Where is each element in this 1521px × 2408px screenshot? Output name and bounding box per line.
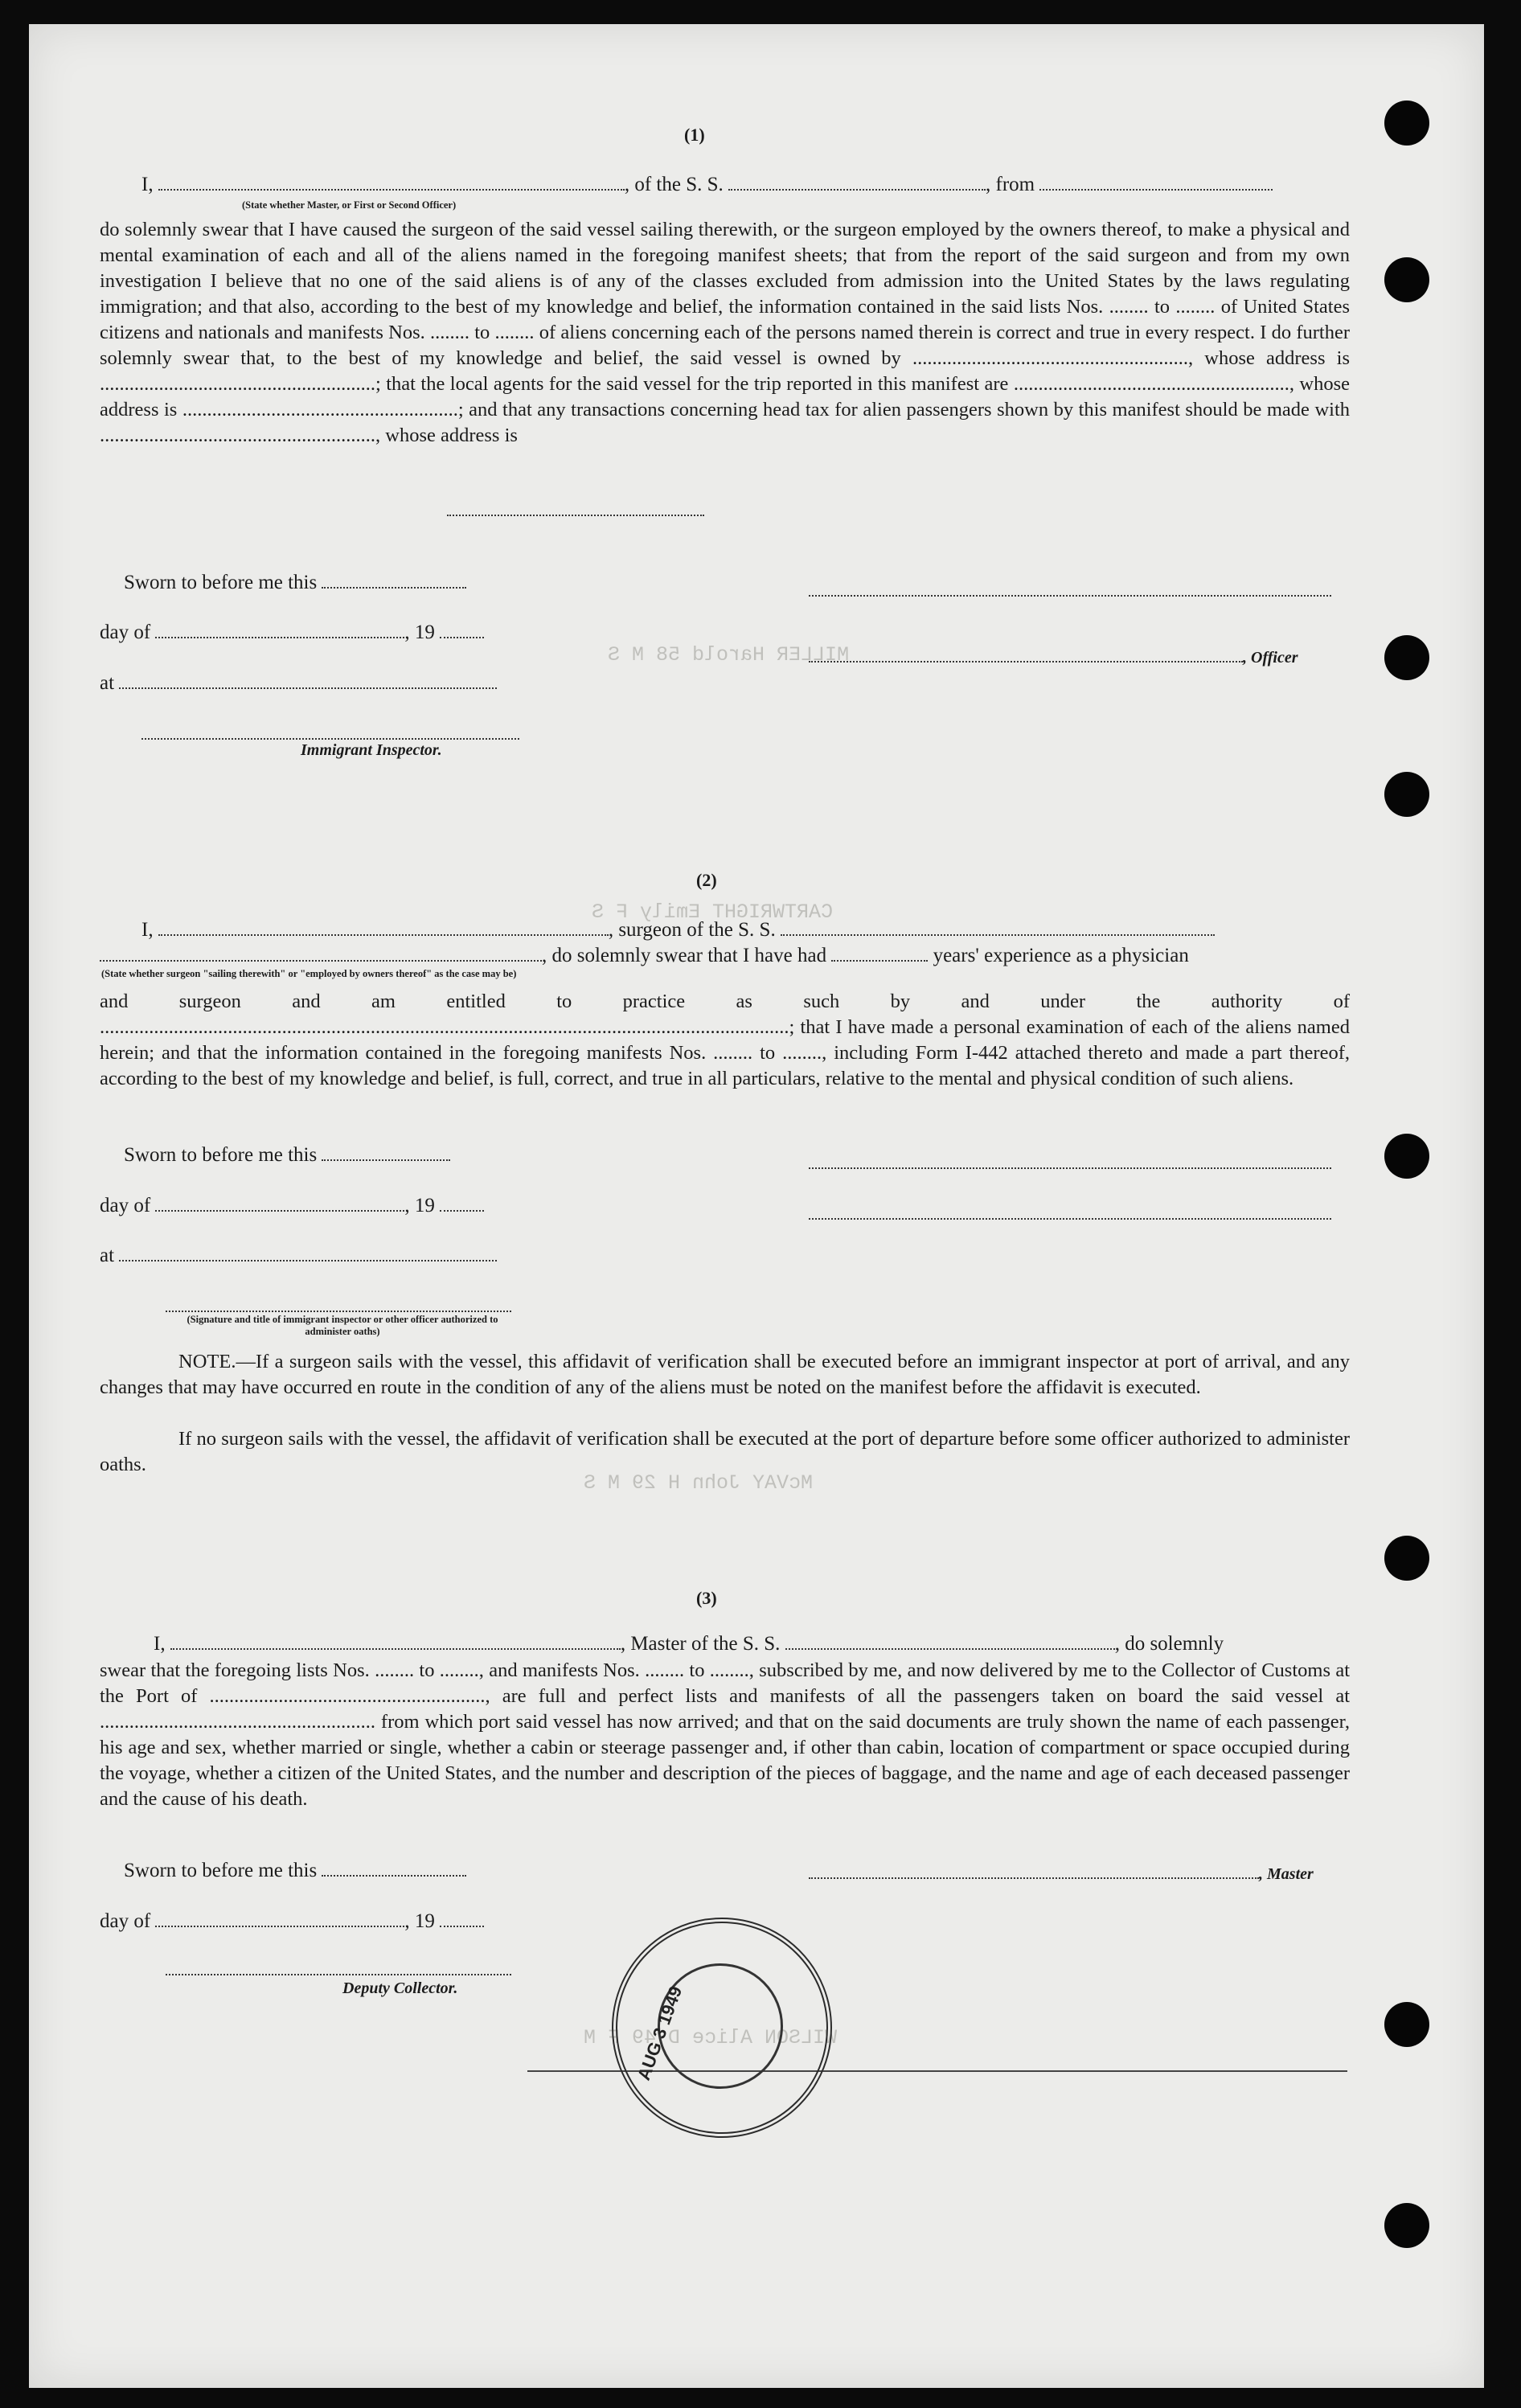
sworn-label: Sworn to before me this <box>124 1144 318 1166</box>
section-2-number: (2) <box>696 870 717 890</box>
officer-title-field[interactable] <box>809 645 1243 663</box>
day-line-1 <box>100 621 484 644</box>
inspector-label: Immigrant Inspector. <box>301 741 442 759</box>
binder-hole <box>1384 2203 1429 2248</box>
from-label: , from <box>986 174 1035 195</box>
stamp-inner-ring <box>658 1963 783 2089</box>
section-1-opening-line <box>141 173 1273 196</box>
at-line-1 <box>100 671 497 695</box>
sworn-line-2 <box>124 1143 450 1167</box>
officer-signature-line[interactable] <box>809 579 1331 597</box>
officer-label: , Officer <box>1243 649 1298 667</box>
surgeon-status-field[interactable] <box>100 944 542 962</box>
years-label: years' experience as a physician <box>933 945 1189 966</box>
do-solemnly-label: , do solemnly <box>1114 1633 1224 1655</box>
surgeon-name-field[interactable] <box>158 918 609 936</box>
binder-hole <box>1384 2002 1429 2047</box>
day-of-label: day of <box>100 621 151 643</box>
note-paragraph-2: If no surgeon sails with the vessel, the affidavit of verification shall be executed at the port of departure before some officer authorized to administer oaths. <box>100 1428 1350 1475</box>
binder-hole <box>1384 635 1429 680</box>
binder-hole <box>1384 101 1429 146</box>
bleed-through: CARTWRIGHT Emily F S <box>592 900 834 924</box>
at-label: at <box>100 672 115 694</box>
swear-label: , do solemnly swear that I have had <box>542 945 827 966</box>
opening-i: I, <box>154 1633 166 1655</box>
day-of-label: day of <box>100 1910 151 1932</box>
vessel-name-field[interactable] <box>785 1632 1115 1650</box>
bleed-through: MILLER Harold 58 M S <box>608 643 850 667</box>
section-3-number: (3) <box>696 1588 717 1608</box>
master-signature-field[interactable] <box>809 1861 1259 1879</box>
officer-line <box>809 645 1298 668</box>
binder-hole <box>1384 1134 1429 1179</box>
year-field[interactable] <box>440 621 484 638</box>
years-field[interactable] <box>831 944 928 962</box>
surgeon-of-label: , surgeon of the S. S. <box>608 919 776 941</box>
year-label: , 19 <box>404 621 435 643</box>
note-paragraph-1: NOTE.—If a surgeon sails with the vessel, this affidavit of verification shall be executed before an immigrant inspector at port of arrival, and any changes that may have occurred en route in the condition of any of the aliens must be noted on the manifest before the affidavit is executed. <box>100 1351 1350 1398</box>
sworn-date-field[interactable] <box>322 1859 466 1877</box>
binder-hole <box>1384 257 1429 302</box>
signature-note: (Signature and title of immigrant inspector or other officer authorized to administer oaths) <box>187 1314 498 1337</box>
bleed-through: WILSON Alice D 49 F M <box>584 2026 838 2049</box>
of-ss-label: , of the S. S. <box>624 174 724 195</box>
vessel-name-field[interactable] <box>728 173 986 191</box>
day-line-3 <box>100 1910 484 1933</box>
surgeon-title-line[interactable] <box>809 1202 1331 1220</box>
master-line <box>809 1861 1314 1885</box>
at-line-2 <box>100 1244 497 1267</box>
year-label: , 19 <box>404 1195 435 1216</box>
bleed-through: McVAY John H 29 M S <box>584 1471 814 1495</box>
section-1-number: (1) <box>684 125 705 145</box>
opening-i: I, <box>141 919 154 941</box>
swear-line <box>100 944 1189 967</box>
officer-name-field[interactable] <box>158 173 625 191</box>
binder-hole <box>1384 1536 1429 1581</box>
vessel-name-field[interactable] <box>781 918 1215 936</box>
day-of-label: day of <box>100 1195 151 1216</box>
sworn-date-field[interactable] <box>322 1143 450 1161</box>
year-field[interactable] <box>440 1194 484 1212</box>
collector-label: Deputy Collector. <box>342 1979 458 1997</box>
master-of-label: , Master of the S. S. <box>620 1633 781 1655</box>
master-label: , Master <box>1259 1865 1314 1883</box>
at-field[interactable] <box>119 671 497 689</box>
year-field[interactable] <box>440 1910 484 1927</box>
year-label: , 19 <box>404 1910 435 1932</box>
day-field[interactable] <box>155 1910 404 1927</box>
date-stamp <box>612 1918 832 2138</box>
collector-signature-line[interactable] <box>166 1958 511 1975</box>
at-field[interactable] <box>119 1244 497 1261</box>
surgeon-signature-line[interactable] <box>809 1151 1331 1169</box>
binder-hole <box>1384 772 1429 817</box>
inspector-signature-line[interactable] <box>141 722 519 740</box>
oath-officer-signature-line[interactable] <box>166 1294 511 1312</box>
section-2-paragraph: and surgeon and am entitled to practice as such by and under the authority of ............................................................................................................................................; that I have made a personal examination of each of the aliens named herein; and that the information contained in the foregoing manifests Nos. ........ to ........, including Form I-442 attached thereto and made a part thereof, according to the best of my knowledge and belief, is full, correct, and true in all particulars, relative to the mental and physical condition of such aliens. <box>100 991 1350 1089</box>
section-2-opening-line <box>141 918 1215 941</box>
opening-i: I, <box>141 174 154 195</box>
day-line-2 <box>100 1194 484 1217</box>
sworn-line-3 <box>124 1859 466 1882</box>
master-name-field[interactable] <box>170 1632 621 1650</box>
section-3-paragraph: swear that the foregoing lists Nos. ........ to ........, and manifests Nos. ........ to ........, subscribed by me, and now delivered by me to the Collector of Customs at the Port of ........................................................, are full and perfect lists and manifests of all the passengers taken on board the said vessel at ........................................................ from which port said vessel has now arrived; and that on the said documents are truly shown the name of each passenger, his age and sex, whether married or single, whether a cabin or steerage passenger and, if other than cabin, location of compartment or space occupied during the voyage, whether a citizen of the United States, and the number and description of the pieces of baggage, and the name and age of each deceased passenger and the cause of his death. <box>100 1659 1350 1810</box>
day-field[interactable] <box>155 1194 404 1212</box>
at-label: at <box>100 1245 115 1266</box>
section-1-paragraph: do solemnly swear that I have caused the surgeon of the said vessel sailing therewith, or the surgeon employed by the owners thereof, to make a physical and mental examination of each and all of the aliens named in the foregoing manifest sheets; that from the report of the said surgeon and from my own investigation I believe that no one of the said aliens is of any of the classes excluded from admission into the United States by the laws regulating immigration; and that also, according to the best of my knowledge and belief, the information contained in the said lists Nos. ........ to ........ of United States citizens and nationals and manifests Nos. ........ to ........ of aliens concerning each of the persons named therein is correct and true in every respect. I do further solemnly swear that, to the best of my knowledge and belief, the said vessel is owned by ........................................................, whose address is ........................................................; that the local agents for the said vessel for the trip reported in this manifest are ........................................................, whose address is ........................................................; and that any transactions concerning head tax for alien passengers shown by this manifest should be made with ........................................................, whose address is <box>100 219 1350 446</box>
sworn-line-1 <box>124 571 466 594</box>
surgeon-note: (State whether surgeon "sailing therewith" or "employed by owners thereof" as the case may be) <box>101 968 517 979</box>
address-field[interactable] <box>447 498 704 516</box>
sworn-date-field[interactable] <box>322 571 466 589</box>
section-3-opening-line <box>154 1632 1224 1655</box>
sworn-label: Sworn to before me this <box>124 572 318 593</box>
from-port-field[interactable] <box>1039 173 1273 191</box>
document-page <box>29 24 1484 2388</box>
stamp-date: AUG 3 1949 <box>633 1983 687 2083</box>
sworn-label: Sworn to before me this <box>124 1860 318 1881</box>
day-field[interactable] <box>155 621 404 638</box>
opening-note: (State whether Master, or First or Second Officer) <box>242 199 457 211</box>
